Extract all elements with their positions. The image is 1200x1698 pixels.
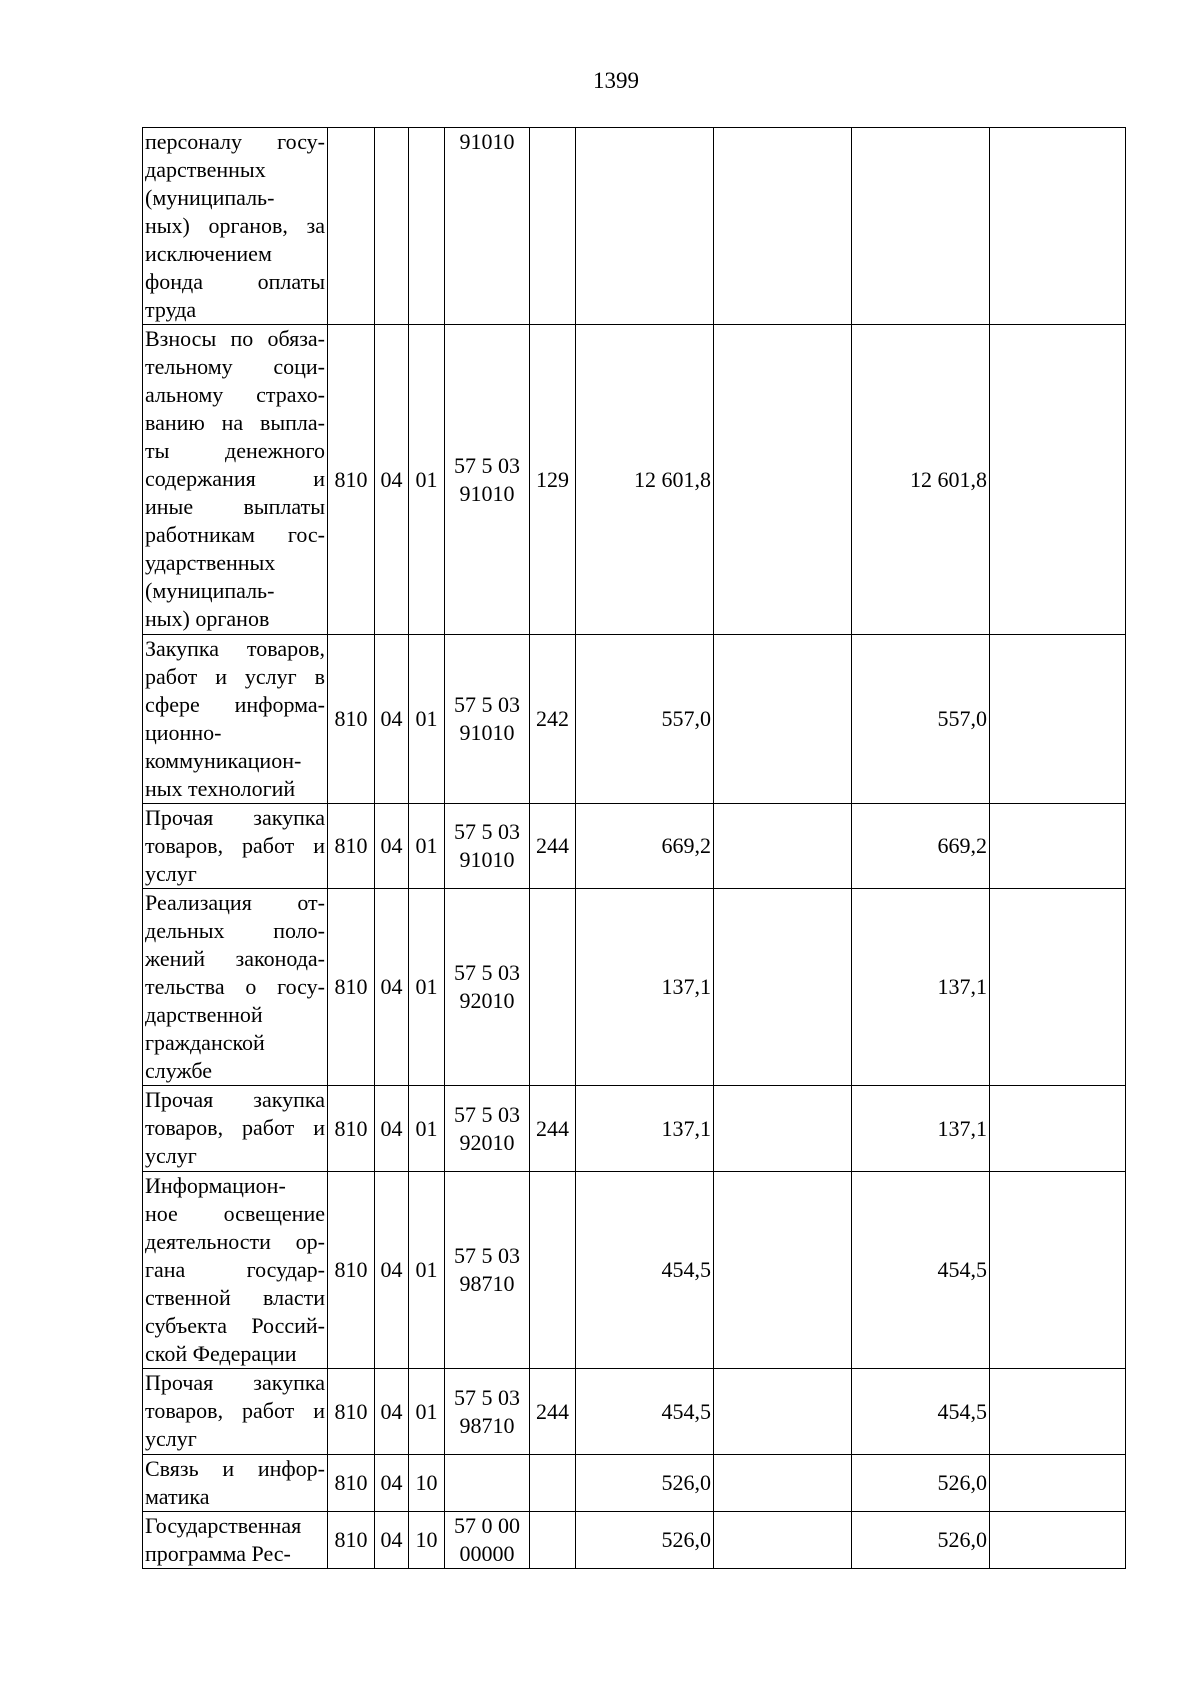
row-name-line: Связь и инфор- xyxy=(145,1456,325,1481)
row-name-line: ванию на выпла- xyxy=(145,410,325,435)
ved-cell: 810 xyxy=(328,804,375,889)
sum-cell-2 xyxy=(714,804,852,889)
csr-cell xyxy=(445,1369,530,1455)
ved-cell: 810 xyxy=(328,889,375,1086)
csr-line: 98710 xyxy=(459,1412,515,1438)
rz-cell: 04 xyxy=(375,889,409,1086)
row-name-line: Взносы по обяза- xyxy=(145,326,325,351)
vr-cell: 129 xyxy=(530,325,576,635)
sum-cell-1: 12 601,8 xyxy=(576,325,714,635)
row-name-line: Прочая закупка xyxy=(145,805,325,830)
vr-cell: 244 xyxy=(530,1086,576,1172)
row-name-line: жений законода- xyxy=(145,946,325,971)
row-name-line: Прочая закупка xyxy=(145,1087,325,1112)
sum-cell-3: 526,0 xyxy=(852,1512,990,1569)
row-name-line: коммуникацион- xyxy=(145,748,302,773)
row-name-line: тельному соци- xyxy=(145,354,325,379)
row-name-line: фонда оплаты xyxy=(145,269,325,294)
table-row xyxy=(143,1086,1126,1172)
sum-cell-3: 12 601,8 xyxy=(852,325,990,635)
sum-cell-1: 669,2 xyxy=(576,804,714,889)
sum-cell-3: 454,5 xyxy=(852,1172,990,1369)
ved-cell: 810 xyxy=(328,635,375,804)
csr-line: 92010 xyxy=(459,1129,515,1155)
sum-cell-2 xyxy=(714,1455,852,1512)
csr-line: 57 5 03 xyxy=(454,1101,520,1127)
sum-cell-3: 454,5 xyxy=(852,1369,990,1455)
row-name-line: ное освещение xyxy=(145,1201,325,1226)
sum-cell-4 xyxy=(990,128,1126,325)
pr-cell: 01 xyxy=(409,325,445,635)
row-name-line: субъекта Россий- xyxy=(145,1313,325,1338)
pr-cell: 10 xyxy=(409,1512,445,1569)
row-name-line: ных) органов, за xyxy=(145,213,325,238)
sum-cell-4 xyxy=(990,889,1126,1086)
csr-line: 57 5 03 xyxy=(454,819,520,844)
vr-cell xyxy=(530,1455,576,1512)
row-name-cell xyxy=(143,325,328,635)
ved-cell: 810 xyxy=(328,1512,375,1569)
rz-cell: 04 xyxy=(375,1512,409,1569)
csr-cell xyxy=(445,1172,530,1369)
sum-cell-4 xyxy=(990,325,1126,635)
row-name-line: ударственных xyxy=(145,550,276,575)
row-name-line: персоналу госу- xyxy=(145,129,325,154)
csr-cell xyxy=(445,325,530,635)
sum-cell-4 xyxy=(990,1455,1126,1512)
row-name-line: деятельности ор- xyxy=(145,1229,325,1254)
sum-cell-2 xyxy=(714,1172,852,1369)
sum-cell-3: 557,0 xyxy=(852,635,990,804)
sum-cell-2 xyxy=(714,635,852,804)
ved-cell: 810 xyxy=(328,325,375,635)
table-body xyxy=(143,128,1126,1569)
row-name-cell xyxy=(143,804,328,889)
table-row xyxy=(143,1512,1126,1569)
sum-cell-4 xyxy=(990,1086,1126,1172)
csr-cell xyxy=(445,1512,530,1569)
vr-cell xyxy=(530,889,576,1086)
row-name-line: программа Рес- xyxy=(145,1541,291,1566)
csr-line: 57 5 03 xyxy=(454,1243,520,1268)
table-row xyxy=(143,635,1126,804)
row-name-line: услуг xyxy=(145,861,197,886)
csr-cell xyxy=(445,635,530,804)
csr-line: 91010 xyxy=(459,847,515,872)
table-row xyxy=(143,325,1126,635)
rz-cell: 04 xyxy=(375,1086,409,1172)
pr-cell xyxy=(409,128,445,325)
row-name-cell xyxy=(143,635,328,804)
row-name-line: Закупка товаров, xyxy=(145,636,325,661)
sum-cell-2 xyxy=(714,1512,852,1569)
csr-line: 00000 xyxy=(459,1541,515,1566)
csr-cell xyxy=(445,1455,530,1512)
row-name-line: Государственная xyxy=(145,1513,302,1538)
csr-line: 57 5 03 xyxy=(454,960,520,985)
row-name-line: тельства о госу- xyxy=(145,974,325,999)
row-name-line: содержания и xyxy=(145,466,325,491)
csr-line: 92010 xyxy=(459,988,515,1013)
vr-cell: 244 xyxy=(530,804,576,889)
vr-cell xyxy=(530,1512,576,1569)
pr-cell: 01 xyxy=(409,1369,445,1455)
row-name-cell xyxy=(143,889,328,1086)
csr-line: 91010 xyxy=(459,129,515,154)
csr-cell xyxy=(445,128,530,325)
row-name-line: труда xyxy=(145,297,197,322)
csr-cell xyxy=(445,889,530,1086)
sum-cell-3 xyxy=(852,128,990,325)
rz-cell: 04 xyxy=(375,1369,409,1455)
ved-cell: 810 xyxy=(328,1369,375,1455)
ved-cell xyxy=(328,128,375,325)
sum-cell-3: 137,1 xyxy=(852,1086,990,1172)
sum-cell-3: 669,2 xyxy=(852,804,990,889)
vr-cell xyxy=(530,1172,576,1369)
sum-cell-2 xyxy=(714,1086,852,1172)
pr-cell: 01 xyxy=(409,1172,445,1369)
row-name-line: дарственной xyxy=(145,1002,263,1027)
row-name-line: гражданской xyxy=(145,1030,265,1055)
row-name-line: (муниципаль- xyxy=(145,185,275,210)
ved-cell: 810 xyxy=(328,1455,375,1512)
row-name-line: услуг xyxy=(145,1426,197,1451)
table-row xyxy=(143,1455,1126,1512)
sum-cell-3: 137,1 xyxy=(852,889,990,1086)
sum-cell-1: 137,1 xyxy=(576,1086,714,1172)
row-name-line: дельных поло- xyxy=(145,918,325,943)
row-name-line: Информацион- xyxy=(145,1173,286,1198)
csr-cell xyxy=(445,804,530,889)
row-name-line: гана государ- xyxy=(145,1257,325,1282)
ved-cell: 810 xyxy=(328,1172,375,1369)
sum-cell-4 xyxy=(990,1172,1126,1369)
row-name-line: (муниципаль- xyxy=(145,578,275,603)
row-name-line: ных технологий xyxy=(145,776,296,801)
rz-cell: 04 xyxy=(375,1172,409,1369)
row-name-line: исключением xyxy=(145,241,272,266)
sum-cell-1: 137,1 xyxy=(576,889,714,1086)
row-name-line: сфере информа- xyxy=(145,692,325,717)
row-name-line: службе xyxy=(145,1058,213,1083)
sum-cell-4 xyxy=(990,1512,1126,1569)
row-name-line: товаров, работ и xyxy=(145,833,325,858)
sum-cell-1 xyxy=(576,128,714,325)
pr-cell: 10 xyxy=(409,1455,445,1512)
row-name-line: Прочая закупка xyxy=(145,1370,325,1395)
row-name-line: товаров, работ и xyxy=(145,1115,325,1140)
budget-table xyxy=(142,127,1126,1569)
ved-cell: 810 xyxy=(328,1086,375,1172)
csr-line: 91010 xyxy=(459,720,515,745)
row-name-cell xyxy=(143,128,328,325)
row-name-line: иные выплаты xyxy=(145,494,325,519)
sum-cell-1: 557,0 xyxy=(576,635,714,804)
sum-cell-1: 454,5 xyxy=(576,1369,714,1455)
sum-cell-3: 526,0 xyxy=(852,1455,990,1512)
pr-cell: 01 xyxy=(409,1086,445,1172)
csr-cell xyxy=(445,1086,530,1172)
sum-cell-1: 526,0 xyxy=(576,1512,714,1569)
row-name-line: матика xyxy=(145,1484,210,1509)
row-name-cell xyxy=(143,1086,328,1172)
sum-cell-2 xyxy=(714,325,852,635)
row-name-line: товаров, работ и xyxy=(145,1398,325,1423)
row-name-cell xyxy=(143,1455,328,1512)
table-row xyxy=(143,1172,1126,1369)
csr-line: 57 5 03 xyxy=(454,1384,520,1410)
pr-cell: 01 xyxy=(409,889,445,1086)
row-name-line: Реализация от- xyxy=(145,890,325,915)
row-name-cell xyxy=(143,1172,328,1369)
row-name-line: работ и услуг в xyxy=(145,664,325,689)
table-row xyxy=(143,128,1126,325)
csr-line: 57 5 03 xyxy=(454,692,520,717)
sum-cell-2 xyxy=(714,1369,852,1455)
csr-line: 57 5 03 xyxy=(454,452,520,478)
sum-cell-2 xyxy=(714,128,852,325)
row-name-line: ционно- xyxy=(145,720,222,745)
row-name-line: альному страхо- xyxy=(145,382,325,407)
row-name-line: ты денежного xyxy=(145,438,325,463)
row-name-line: дарственных xyxy=(145,157,266,182)
rz-cell: 04 xyxy=(375,804,409,889)
vr-cell: 244 xyxy=(530,1369,576,1455)
row-name-line: ных) органов xyxy=(145,606,270,631)
row-name-cell xyxy=(143,1369,328,1455)
sum-cell-4 xyxy=(990,1369,1126,1455)
csr-line: 98710 xyxy=(459,1271,515,1296)
row-name-line: ской Федерации xyxy=(145,1341,297,1366)
rz-cell: 04 xyxy=(375,1455,409,1512)
pr-cell: 01 xyxy=(409,804,445,889)
sum-cell-1: 454,5 xyxy=(576,1172,714,1369)
table-row xyxy=(143,889,1126,1086)
sum-cell-4 xyxy=(990,635,1126,804)
sum-cell-4 xyxy=(990,804,1126,889)
row-name-line: услуг xyxy=(145,1143,197,1168)
table-row xyxy=(143,1369,1126,1455)
pr-cell: 01 xyxy=(409,635,445,804)
csr-line: 91010 xyxy=(459,480,515,506)
row-name-cell xyxy=(143,1512,328,1569)
page-number: 1399 xyxy=(593,68,639,93)
row-name-line: ственной власти xyxy=(145,1285,325,1310)
sum-cell-2 xyxy=(714,889,852,1086)
row-name-line: работникам гос- xyxy=(145,522,325,547)
rz-cell: 04 xyxy=(375,635,409,804)
sum-cell-1: 526,0 xyxy=(576,1455,714,1512)
vr-cell: 242 xyxy=(530,635,576,804)
csr-line: 57 0 00 xyxy=(454,1513,520,1538)
rz-cell: 04 xyxy=(375,325,409,635)
rz-cell xyxy=(375,128,409,325)
vr-cell xyxy=(530,128,576,325)
table-row xyxy=(143,804,1126,889)
